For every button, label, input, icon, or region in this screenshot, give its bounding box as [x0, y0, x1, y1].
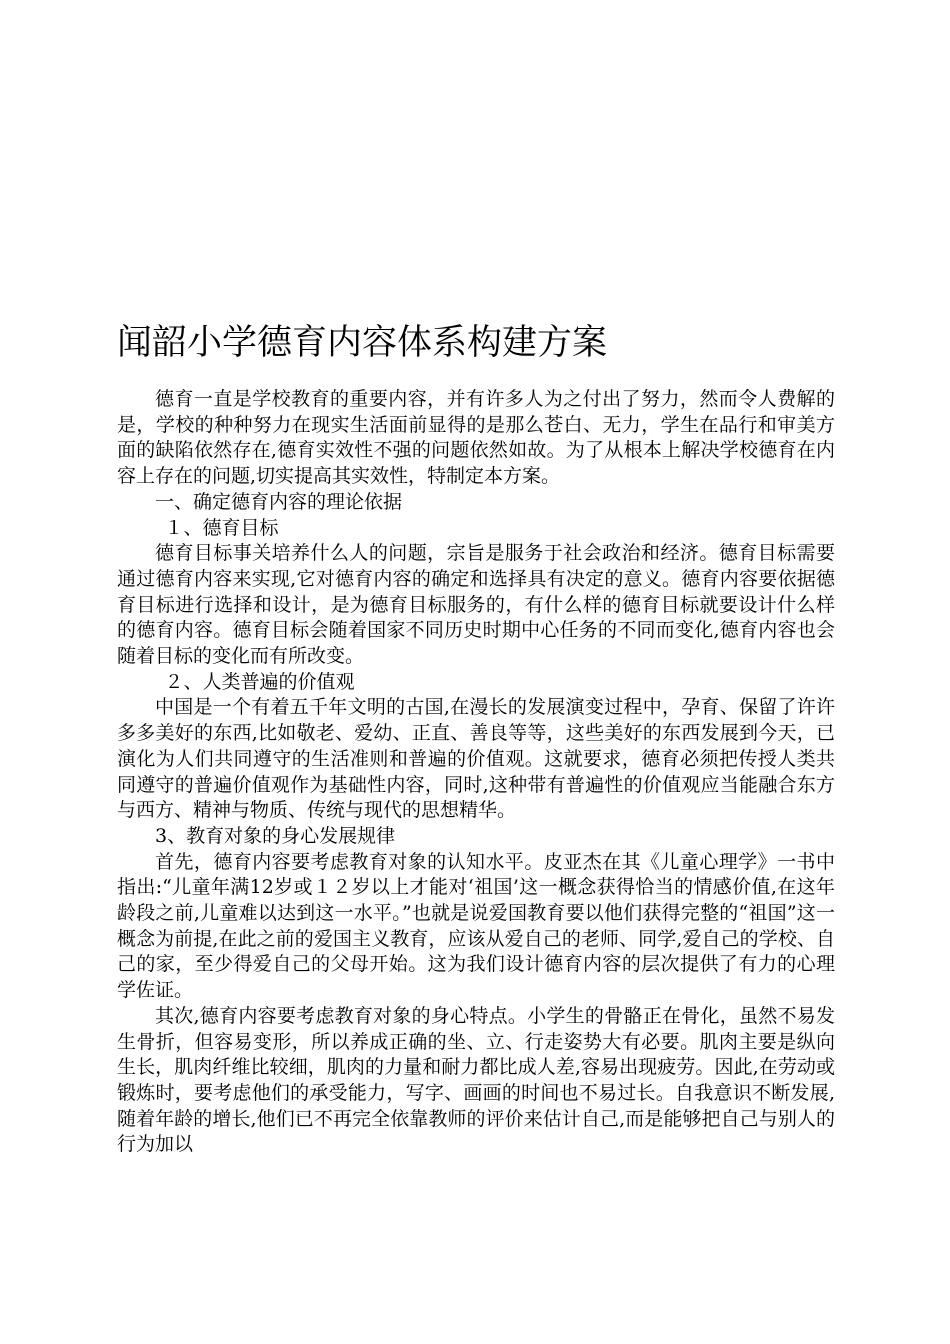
document-title: 闻韶小学德育内容体系构建方案 [117, 323, 608, 363]
subsection-heading-3: 3、教育对象的身心发展规律 [155, 824, 396, 847]
body-paragraph: 中国是一个有着五千年文明的古国,在漫长的发展演变过程中，孕育、保留了许许多多美好的东西,比如敬老、爱幼、正直、善良等等，这些美好的东西发展到今天，已演化为人们共同遵守的生活准则和普遍的价值观。这就要求，德育必须把传授人类共同遵守的普遍价值观作为基础性内容，同时,这种带有普遍性的价值观应当能融合东方与西方、精神与物质、传统与现代的思想精华。 [117, 696, 835, 822]
body-paragraph: 德育目标事关培养什么人的问题，宗旨是服务于社会政治和经济。德育目标需要通过德育内容来实现,它对德育内容的确定和选择具有决定的意义。德育内容要依据德育目标进行选择和设计，是为德育目标服务的，有什么样的德育目标就要设计什么样的德育内容。德育目标会随着国家不同历史时期中心任务的不同而变化,德育内容也会随着目标的变化而有所改变。 [117, 542, 835, 668]
subsection-heading-1: １、德育目标 [164, 516, 279, 539]
section-heading-1: 一、确定德育内容的理论依据 [155, 490, 403, 513]
intro-paragraph: 德育一直是学校教育的重要内容，并有许多人为之付出了努力，然而令人费解的是，学校的种种努力在现实生活面前显得的是那么苍白、无力，学生在品行和审美方面的缺陷依然存在,德育实效性不强的问题依然如故。为了从根本上解决学校德育在内容上存在的问题,切实提高其实效性，特制定本方案。 [117, 388, 835, 488]
subsection-heading-2: ２、人类普遍的价值观 [164, 670, 355, 693]
body-paragraph: 其次,德育内容要考虑教育对象的身心特点。小学生的骨骼正在骨化，虽然不易发生骨折，但容易变形，所以养成正确的坐、立、行走姿势大有必要。肌肉主要是纵向生长，肌肉纤维比较细，肌肉的力量和耐力都比成人差,容易出现疲劳。因此,在劳动或锻炼时，要考虑他们的承受能力，写字、画画的时间也不易过长。自我意识不断发展,随着年龄的增长,他们已不再完全依靠教师的评价来估计自己,而是能够把自己与别人的行为加以 [117, 1004, 835, 1156]
document-body [117, 387, 835, 1158]
body-paragraph: 首先，德育内容要考虑教育对象的认知水平。皮亚杰在其《儿童心理学》一书中指出:“儿童年满12岁或１２岁以上才能对‘祖国’这一概念获得恰当的情感价值,在这年龄段之前,儿童难以达到这一水平。”也就是说爱国教育要以他们获得完整的“祖国”这一概念为前提,在此之前的爱国主义教育，应该从爱自己的老师、同学,爱自己的学校、自己的家，至少得爱自己的父母开始。这为我们设计德育内容的层次提供了有力的心理学佐证。 [117, 850, 835, 1002]
